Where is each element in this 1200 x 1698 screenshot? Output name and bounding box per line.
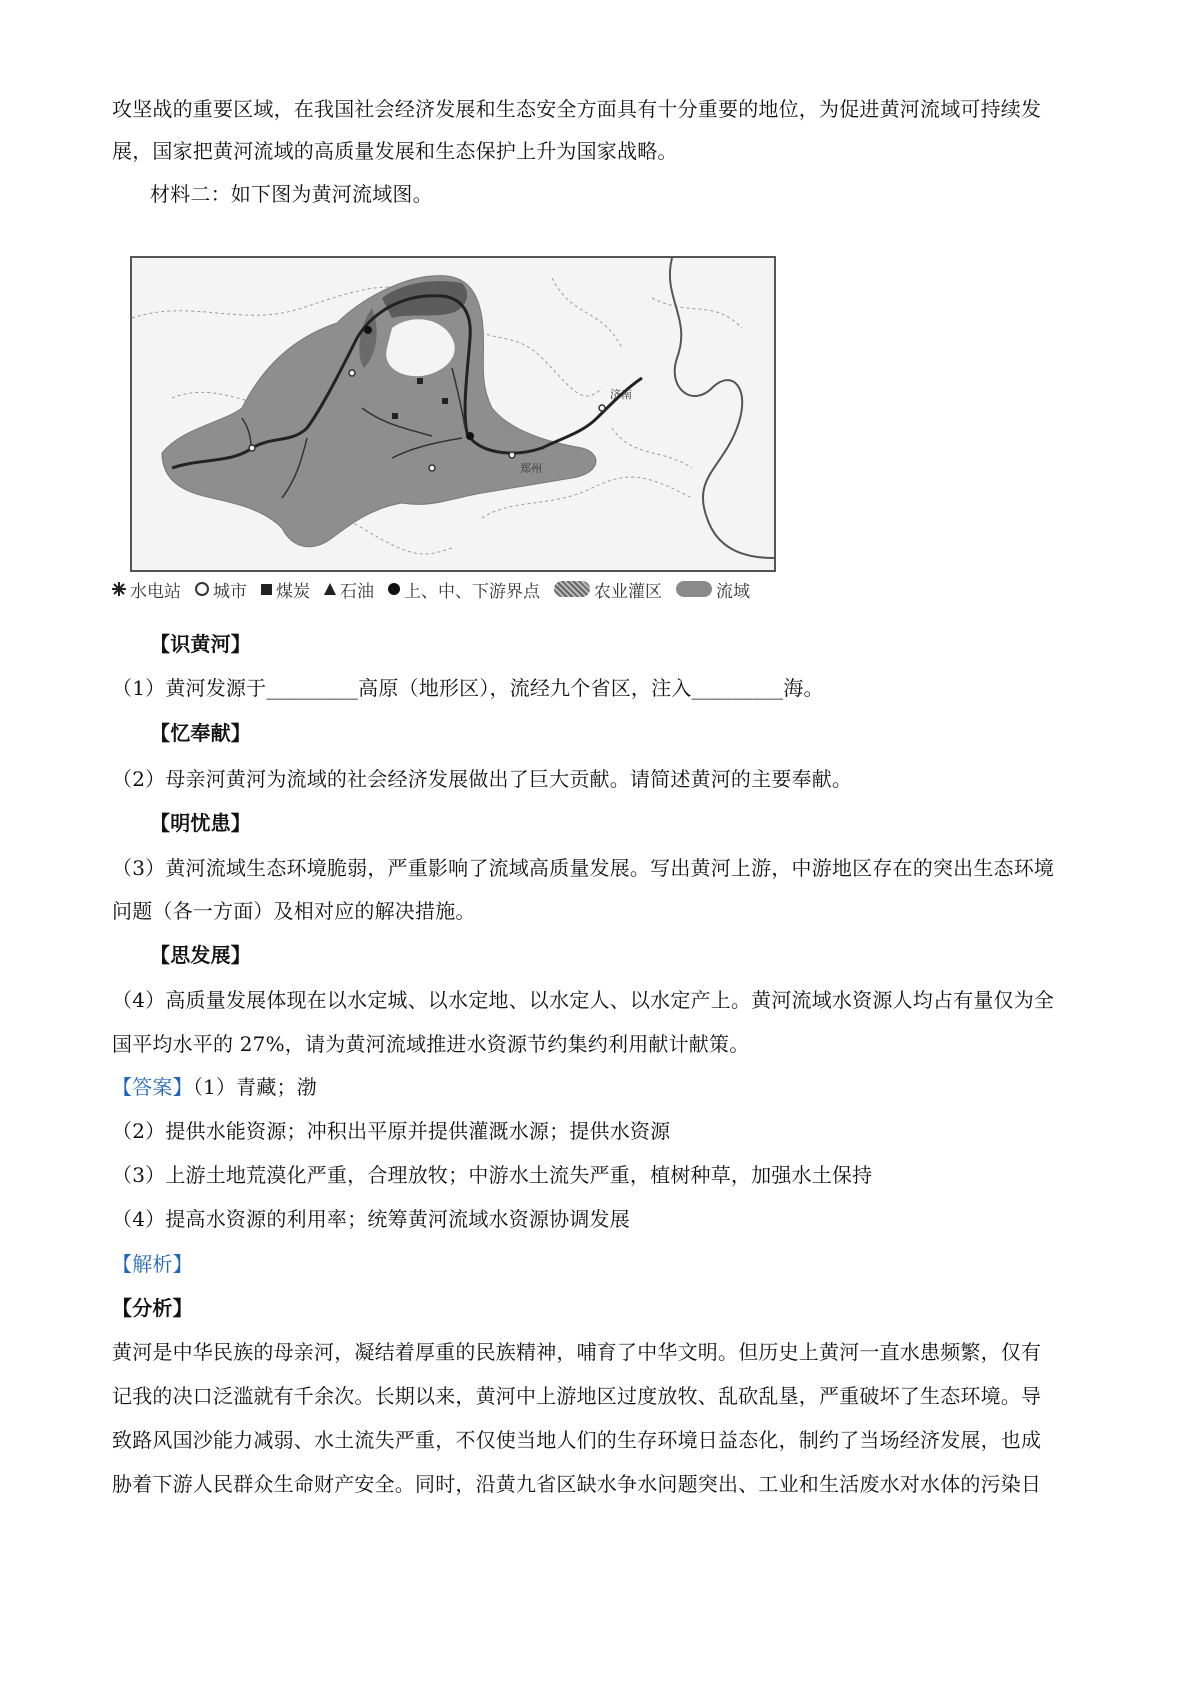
analysis-line: 致路风国沙能力减弱、水土流失严重，不仅使当地人们的生存环境日益态化，制约了当场经济发展，也成 bbox=[112, 1428, 1042, 1452]
legend-label: 煤炭 bbox=[276, 581, 310, 602]
answer-1: （1）青藏；渤 bbox=[192, 1075, 317, 1099]
irrigation-area-icon bbox=[554, 581, 590, 597]
basin-icon bbox=[676, 581, 712, 597]
analysis-line: 记我的决口泛滥就有千余次。长期以来，黄河中上游地区过度放牧、乱砍乱垦，严重破坏了生态环境。导 bbox=[112, 1384, 1042, 1408]
oil-icon bbox=[324, 583, 336, 595]
analysis-tag: 【解析】 bbox=[112, 1252, 193, 1276]
legend-label: 流域 bbox=[716, 581, 750, 602]
analysis-line: 胁着下游人民群众生命财产安全。同时，沿黄九省区缺水争水问题突出、工业和生活废水对水体的污染日 bbox=[112, 1472, 1042, 1496]
map-frame bbox=[130, 256, 776, 572]
question-4: （4）高质量发展体现在以水定城、以水定地、以水定人、以水定产上。黄河流域水资源人均占有量仅为全 bbox=[112, 988, 1055, 1012]
legend-item-hydropower bbox=[112, 577, 181, 602]
map-label-zhengzhou: 郑州 bbox=[520, 462, 542, 475]
section-heading: 【识黄河】 bbox=[150, 632, 251, 656]
boundary-point-icon bbox=[388, 583, 400, 595]
yellow-river-basin-map bbox=[112, 244, 792, 600]
legend-item-city bbox=[195, 577, 247, 602]
section-heading: 【明忧患】 bbox=[150, 811, 251, 835]
paragraph-line: 展，国家把黄河流域的高质量发展和生态保护上升为国家战略。 bbox=[112, 139, 678, 163]
legend-item-oil bbox=[324, 577, 374, 602]
legend-label: 城市 bbox=[213, 581, 247, 602]
section-heading: 【忆奉献】 bbox=[150, 721, 251, 745]
legend-item-irrigation bbox=[554, 577, 662, 602]
legend-item-coal bbox=[261, 577, 310, 602]
answer-4: （4）提高水资源的利用率；统筹黄河流域水资源协调发展 bbox=[112, 1207, 630, 1231]
answer-tag: 【答案】 bbox=[112, 1075, 193, 1099]
legend-label: 水电站 bbox=[130, 581, 181, 602]
legend-label: 农业灌区 bbox=[594, 581, 662, 602]
section-heading: 【思发展】 bbox=[150, 943, 251, 967]
legend-item-boundary bbox=[388, 577, 540, 602]
analysis-line: 黄河是中华民族的母亲河，凝结着厚重的民族精神，哺育了中华文明。但历史上黄河一直水患频繁，仅有 bbox=[112, 1340, 1042, 1364]
map-label-jinan: 济南 bbox=[610, 388, 632, 401]
city-icon bbox=[195, 582, 209, 596]
legend-item-basin bbox=[676, 577, 750, 602]
analysis-subheading: 【分析】 bbox=[112, 1296, 193, 1320]
coal-icon bbox=[261, 584, 272, 595]
answer-line-1 bbox=[112, 1073, 317, 1101]
answer-3: （3）上游土地荒漠化严重，合理放牧；中游水土流失严重，植树种草，加强水土保持 bbox=[112, 1163, 873, 1187]
answer-2: （2）提供水能资源；冲积出平原并提供灌溉水源；提供水资源 bbox=[112, 1119, 671, 1143]
paragraph-line: 攻坚战的重要区域，在我国社会经济发展和生态安全方面具有十分重要的地位，为促进黄河流域可持续发 bbox=[112, 97, 1042, 121]
material-two-caption: 材料二：如下图为黄河流域图。 bbox=[150, 182, 433, 206]
question-2: （2）母亲河黄河为流域的社会经济发展做出了巨大贡献。请简述黄河的主要奉献。 bbox=[112, 767, 853, 791]
question-1: （1）黄河发源于_________高原（地形区），流经九个省区，注入_________海。 bbox=[112, 676, 824, 700]
map-graphic bbox=[132, 258, 774, 570]
question-3: （3）黄河流域生态环境脆弱，严重影响了流域高质量发展。写出黄河上游，中游地区存在的突出生态环境 bbox=[112, 856, 1055, 880]
legend-label: 上、中、下游界点 bbox=[404, 581, 540, 602]
question-4-cont: 国平均水平的 27%，请为黄河流域推进水资源节约集约利用献计献策。 bbox=[112, 1032, 750, 1056]
hydropower-icon bbox=[112, 582, 126, 596]
map-legend bbox=[112, 574, 812, 604]
legend-label: 石油 bbox=[340, 581, 374, 602]
question-3-cont: 问题（各一方面）及相对应的解决措施。 bbox=[112, 899, 476, 923]
